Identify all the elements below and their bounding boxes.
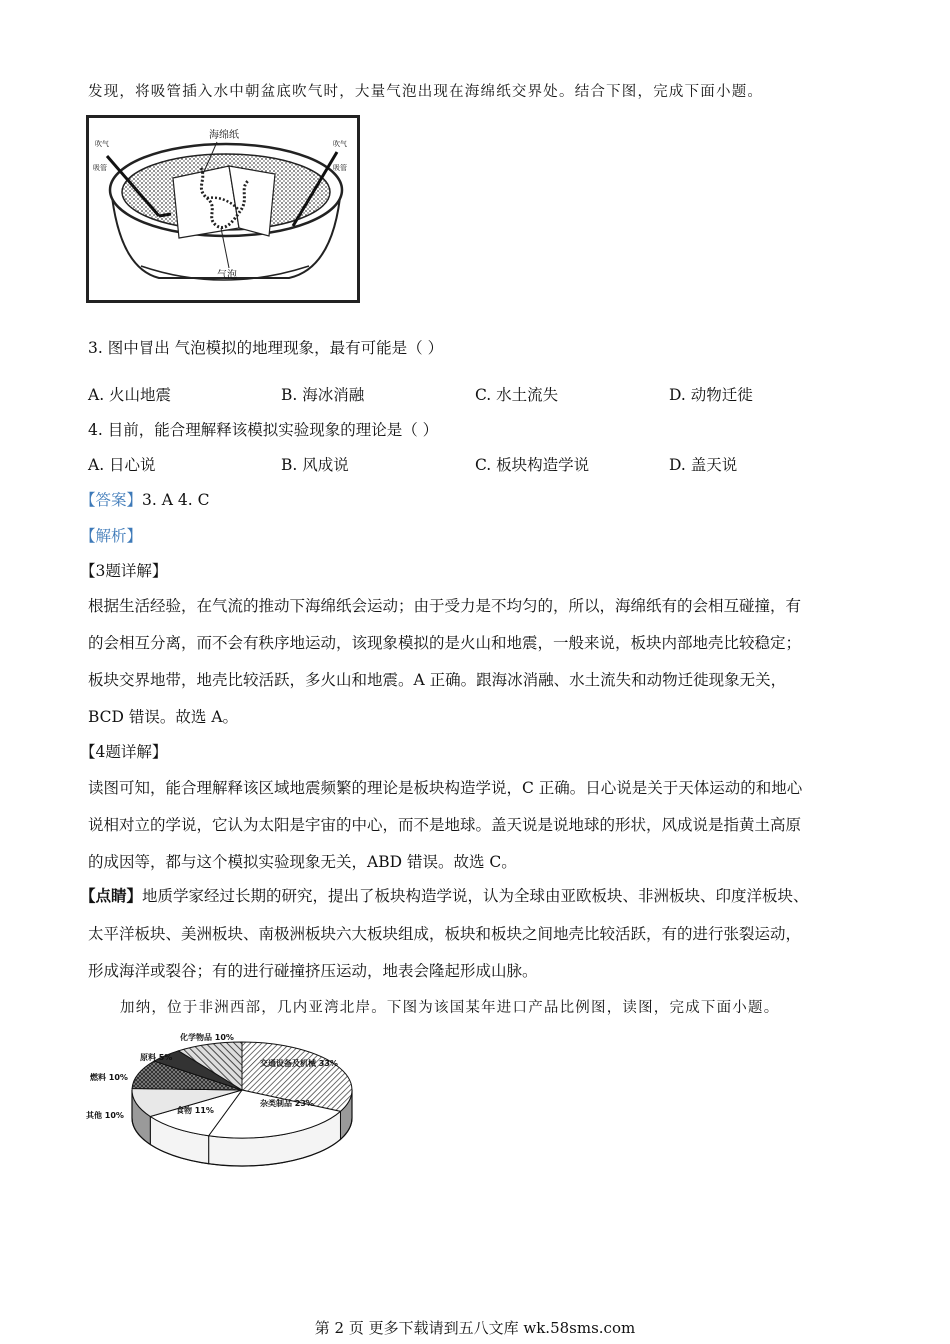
- import-pie-chart: [84, 1028, 366, 1190]
- answer-text: 3. A 4. C: [142, 491, 210, 509]
- q4-stem: 4. 目前，能合理解释该模拟实验现象的理论是（ ）: [88, 421, 439, 439]
- tip-tag: 【点睛】: [80, 886, 143, 905]
- pie-slice-label: 交通设备及机械 33%: [260, 1059, 338, 1068]
- q4-option-a: A. 日心说: [88, 456, 156, 474]
- q4-detail-line: 的成因等，都与这个模拟实验现象无关，ABD 错误。故选 C。: [88, 853, 517, 871]
- basin-figure: [86, 115, 360, 303]
- intro-text-1: 发现，将吸管插入水中朝盆底吹气时，大量气泡出现在海绵纸交界处。结合下图，完成下面小题。: [88, 84, 764, 100]
- q3-detail-line: 的会相互分离，而不会有秩序地运动，该现象模拟的是火山和地震，一般来说，板块内部地壳比较稳定；: [88, 634, 802, 652]
- label-blow-right: 吹气: [333, 140, 347, 148]
- tip-line: [80, 886, 809, 906]
- q4-detail-title: 【4题详解】: [80, 743, 168, 761]
- q3-detail-title: 【3题详解】: [80, 562, 168, 580]
- answer-tag: 【答案】: [80, 491, 143, 509]
- answer-line: [80, 490, 209, 510]
- q4-option-c: C. 板块构造学说: [475, 456, 590, 474]
- label-bubble: 气泡: [217, 270, 237, 281]
- q4-detail-line: 读图可知，能合理解释该区域地震频繁的理论是板块构造学说，C 正确。日心说是关于天体运动的和地心: [88, 779, 803, 797]
- tip-line: 太平洋板块、美洲板块、南极洲板块六大板块组成，板块和板块之间地壳比较活跃，有的进行张裂运动，: [88, 925, 802, 943]
- intro-text-2: 加纳，位于非洲西部，几内亚湾北岸。下图为该国某年进口产品比例图，读图，完成下面小题。: [120, 1000, 780, 1016]
- q3-stem: 3. 图中冒出 气泡模拟的地理现象，最有可能是（ ）: [88, 339, 444, 357]
- pie-slice-label: 食物 11%: [176, 1106, 214, 1115]
- q4-detail-line: 说相对立的学说，它认为太阳是宇宙的中心，而不是地球。盖天说是说地球的形状，风成说是指黄土高原: [88, 816, 802, 834]
- page-footer: 第 2 页 更多下载请到五八文库 wk.58sms.com: [314, 1319, 636, 1337]
- label-blow-left: 吹气: [95, 140, 109, 148]
- pie-chart-svg: [84, 1028, 366, 1190]
- basin-illustration: [89, 118, 357, 300]
- q3-detail-line: 板块交界地带，地壳比较活跃，多火山和地震。A 正确。跟海冰消融、水土流失和动物迁徙现象无关，: [88, 671, 787, 689]
- tip-text: 地质学家经过长期的研究，提出了板块构造学说，认为全球由亚欧板块、非洲板块、印度洋板块、: [142, 887, 809, 905]
- q3-option-c: C. 水土流失: [475, 386, 559, 404]
- q3-option-a: A. 火山地震: [88, 386, 172, 404]
- label-straw-right: 吸管: [333, 164, 347, 172]
- label-sponge: 海绵纸: [209, 130, 239, 141]
- pie-slice-label: 燃料 10%: [90, 1073, 128, 1082]
- q3-detail-line: 根据生活经验，在气流的推动下海绵纸会运动；由于受力是不均匀的，所以，海绵纸有的会相互碰撞，有: [88, 597, 802, 615]
- q3-option-b: B. 海冰消融: [281, 386, 365, 404]
- label-straw-left: 吸管: [93, 164, 107, 172]
- pie-slice-label: 原料 5%: [140, 1053, 173, 1062]
- analysis-tag: 【解析】: [80, 527, 143, 545]
- tip-line: 形成海洋或裂谷；有的进行碰撞挤压运动，地表会隆起形成山脉。: [88, 962, 538, 980]
- q4-option-d: D. 盖天说: [669, 456, 738, 474]
- pie-slice-label: 杂类制品 23%: [260, 1099, 314, 1108]
- pie-slice-label: 化学物品 10%: [180, 1033, 234, 1042]
- q3-detail-line: BCD 错误。故选 A。: [88, 708, 239, 726]
- pie-slice-label: 其他 10%: [86, 1111, 124, 1120]
- q4-option-b: B. 风成说: [281, 456, 349, 474]
- q3-option-d: D. 动物迁徙: [669, 386, 753, 404]
